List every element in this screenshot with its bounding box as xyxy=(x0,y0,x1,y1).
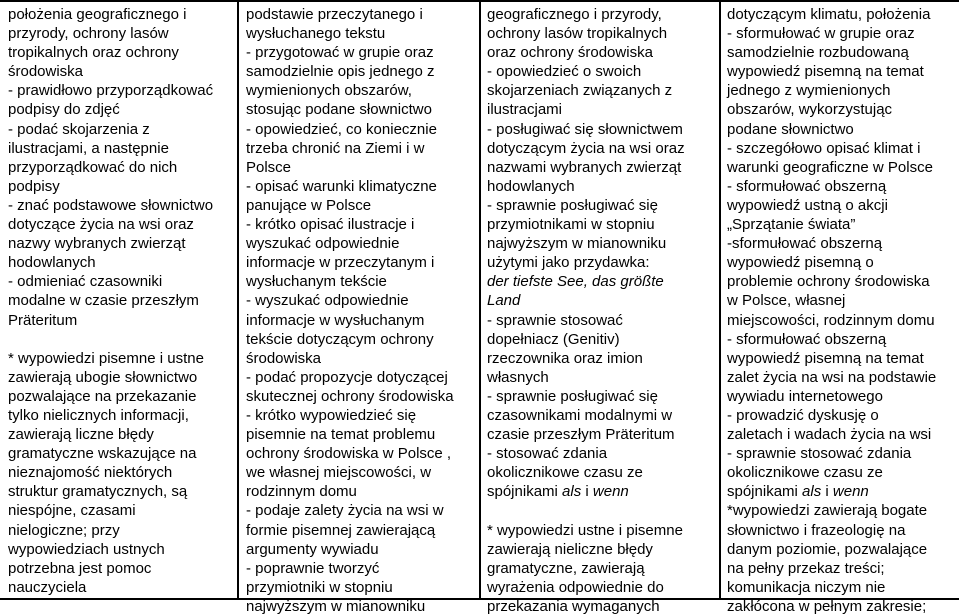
text-line xyxy=(8,330,213,349)
text-line: nieznajomość niektórych xyxy=(8,464,173,482)
text-line: zawierają nieliczne błędy xyxy=(487,540,653,558)
text-line: tropikalnych oraz ochrony xyxy=(8,44,179,62)
text-line: wypowiedź pisemną na temat xyxy=(727,63,924,81)
text-line: własnych xyxy=(487,368,549,386)
text-line: użytymi jako przydawka: xyxy=(487,254,650,272)
text-line: - podać propozycje dotyczącej xyxy=(246,368,448,386)
text-line: czasie przeszłym Präteritum xyxy=(487,426,675,444)
text-line: spójnikami als i wenn xyxy=(487,483,629,501)
text-line: dopełniacz (Genitiv) xyxy=(487,330,620,348)
text-line: obszarów, wykorzystując xyxy=(727,101,893,119)
text-line: rzeczownika oraz imion xyxy=(487,349,643,367)
column-divider-3 xyxy=(719,0,721,600)
text-line: gramatyczne, zawierają xyxy=(487,559,645,577)
text-line: - sprawnie stosować xyxy=(487,311,623,329)
text-line: samodzielnie rozbudowaną xyxy=(727,44,909,62)
text-line: wypowiedziach ustnych xyxy=(8,540,165,558)
text-line: pozwalające na przekazanie xyxy=(8,387,197,405)
text-line: najwyższym w mianowniku xyxy=(246,597,426,615)
text-line: - wyszukać odpowiednie xyxy=(246,292,409,310)
column-divider-2 xyxy=(479,0,481,600)
text-line: - opowiedzieć, co koniecznie xyxy=(246,120,437,138)
text-line: zaletach i wadach życia na wsi xyxy=(727,426,932,444)
text-line: * wypowiedzi pisemne i ustne xyxy=(8,349,204,367)
text-line: stosując podane słownictwo xyxy=(246,101,432,119)
text-line: - krótko wypowiedzieć się xyxy=(246,406,417,424)
text-line: przekazania wymaganych xyxy=(487,597,660,615)
text-line: Polsce xyxy=(246,158,292,176)
text-line: tekście dotyczącym ochrony xyxy=(246,330,434,348)
text-line: rodzinnym domu xyxy=(246,483,357,501)
text-line: - przygotować w grupie oraz xyxy=(246,44,434,62)
text-line: modalne w czasie przeszłym xyxy=(8,292,199,310)
text-line: ochrony środowiska w Polsce , xyxy=(246,445,452,463)
text-line: przymiotniki w stopniu xyxy=(246,578,393,596)
text-line: - sprawnie stosować zdania xyxy=(727,445,912,463)
column-divider-1 xyxy=(237,0,239,600)
text-line: najwyższym w mianowniku xyxy=(487,235,667,253)
text-line: hodowlanych xyxy=(8,254,96,272)
text-line: czasownikami modalnymi w xyxy=(487,406,673,424)
text-line: geograficznego i przyrody, xyxy=(487,6,662,23)
text-line: - krótko opisać ilustracje i xyxy=(246,216,415,234)
text-line: danym poziomie, pozwalające xyxy=(727,540,928,558)
text-line: argumenty wywiadu xyxy=(246,540,379,558)
text-line: Land xyxy=(487,292,521,310)
column-3 xyxy=(487,5,685,616)
text-line: hodowlanych xyxy=(487,177,575,195)
text-line: podpisy xyxy=(8,177,60,195)
text-line: wyszukać odpowiednie xyxy=(246,235,400,253)
text-line: - sprawnie posługiwać się xyxy=(487,196,658,214)
text-line: słownictwo i frazeologię na xyxy=(727,521,906,539)
text-line: środowiska xyxy=(8,63,84,81)
text-line: panujące w Polsce xyxy=(246,196,372,214)
text-line: zawierają ubogie słownictwo xyxy=(8,368,198,386)
text-line: - podaje zalety życia na wsi w xyxy=(246,502,444,520)
text-line: wypowiedź ustną o akcji xyxy=(727,196,888,214)
text-line: wysłuchanym tekście xyxy=(246,273,387,291)
text-line: oraz ochrony środowiska xyxy=(487,44,653,62)
text-line: ochrony lasów tropikalnych xyxy=(487,25,668,43)
text-line: dotyczącym życia na wsi oraz xyxy=(487,139,685,157)
text-line: - poprawnie tworzyć xyxy=(246,559,380,577)
text-line: dotyczącym klimatu, położenia xyxy=(727,6,931,23)
text-line: - prawidłowo przyporządkować xyxy=(8,82,214,100)
text-line: zawierają liczne błędy xyxy=(8,426,154,444)
text-line: - znać podstawowe słownictwo xyxy=(8,196,214,214)
text-line: - opowiedzieć o swoich xyxy=(487,63,642,81)
text-line: środowiska xyxy=(246,349,322,367)
text-line: nazwy wybranych zwierząt xyxy=(8,235,186,253)
column-1 xyxy=(8,5,213,597)
text-line: komunikacja niczym nie xyxy=(727,578,886,596)
text-line: na pełny przekaz treści; xyxy=(727,559,885,577)
column-2 xyxy=(246,5,454,616)
text-line: nazwami wybranych zwierząt xyxy=(487,158,682,176)
text-line: we własnej miejscowości, w xyxy=(246,464,432,482)
text-line: podane słownictwo xyxy=(727,120,854,138)
text-line: wypowiedź pisemną na temat xyxy=(727,349,924,367)
text-line: informacje w wysłuchanym xyxy=(246,311,425,329)
text-line: zalet życia na wsi na podstawie xyxy=(727,368,937,386)
text-line: Präteritum xyxy=(8,311,78,329)
text-line: *wypowiedzi zawierają bogate xyxy=(727,502,928,520)
text-line: zakłócona w pełnym zakresie; xyxy=(727,597,927,615)
text-line: przymiotnikami w stopniu xyxy=(487,216,655,234)
text-line: - odmieniać czasowniki xyxy=(8,273,163,291)
text-line: skojarzeniach związanych z xyxy=(487,82,673,100)
text-line: skutecznej ochrony środowiska xyxy=(246,387,454,405)
text-line: wysłuchanego tekstu xyxy=(246,25,386,43)
text-line: „Sprzątanie świata” xyxy=(727,216,856,234)
text-line: miejscowości, rodzinnym domu xyxy=(727,311,935,329)
text-line: - szczegółowo opisać klimat i xyxy=(727,139,921,157)
text-line: - sformułować obszerną xyxy=(727,330,887,348)
text-line: potrzebna jest pomoc xyxy=(8,559,152,577)
text-line: formie pisemnej zawierającą xyxy=(246,521,436,539)
text-line: nielogiczne; przy xyxy=(8,521,120,539)
text-line: podstawie przeczytanego i xyxy=(246,6,423,23)
text-line: przyrody, ochrony lasów xyxy=(8,25,169,43)
text-line: - prowadzić dyskusję o xyxy=(727,406,879,424)
text-line: struktur gramatycznych, są xyxy=(8,483,188,501)
text-line: - sformułować obszerną xyxy=(727,177,887,195)
text-line: -sformułować obszerną xyxy=(727,235,883,253)
text-line: nauczyciela xyxy=(8,578,87,596)
text-line: w Polsce, własnej xyxy=(727,292,846,310)
text-line: der tiefste See, das größte xyxy=(487,273,664,291)
text-line: samodzielnie opis jednego z xyxy=(246,63,435,81)
text-line: dotyczące życia na wsi oraz xyxy=(8,216,194,234)
text-line: - podać skojarzenia z xyxy=(8,120,150,138)
text-line: spójnikami als i wenn xyxy=(727,483,869,501)
text-line: - sformułować w grupie oraz xyxy=(727,25,915,43)
text-line: położenia geograficznego i xyxy=(8,6,187,23)
text-line: * wypowiedzi ustne i pisemne xyxy=(487,521,683,539)
text-line: trzeba chronić na Ziemi i w xyxy=(246,139,425,157)
text-line: - stosować zdania xyxy=(487,445,608,463)
text-line: - sprawnie posługiwać się xyxy=(487,387,658,405)
text-line: warunki geograficzne w Polsce xyxy=(727,158,933,176)
text-line: przyporządkować do nich xyxy=(8,158,178,176)
text-line: podpisy do zdjęć xyxy=(8,101,120,119)
text-line: ilustracjami, a następnie xyxy=(8,139,169,157)
column-4 xyxy=(727,5,936,616)
text-line: gramatyczne wskazujące na xyxy=(8,445,197,463)
text-line xyxy=(487,501,685,520)
text-line: - posługiwać się słownictwem xyxy=(487,120,683,138)
text-line: niespójne, czasami xyxy=(8,502,136,520)
text-line: - opisać warunki klimatyczne xyxy=(246,177,437,195)
text-line: jednego z wymienionych xyxy=(727,82,891,100)
text-line: okolicznikowe czasu ze xyxy=(727,464,883,482)
text-line: wyrażenia odpowiednie do xyxy=(487,578,664,596)
text-line: tylko nielicznych informacji, xyxy=(8,406,189,424)
text-line: informacje w przeczytanym i xyxy=(246,254,435,272)
text-line: wypowiedź pisemną o xyxy=(727,254,874,272)
text-line: wywiadu internetowego xyxy=(727,387,883,405)
text-line: ilustracjami xyxy=(487,101,563,119)
text-line: pisemnie na temat problemu xyxy=(246,426,436,444)
text-line: wymienionych obszarów, xyxy=(246,82,412,100)
text-line: okolicznikowe czasu ze xyxy=(487,464,643,482)
text-line: problemie ochrony środowiska xyxy=(727,273,930,291)
